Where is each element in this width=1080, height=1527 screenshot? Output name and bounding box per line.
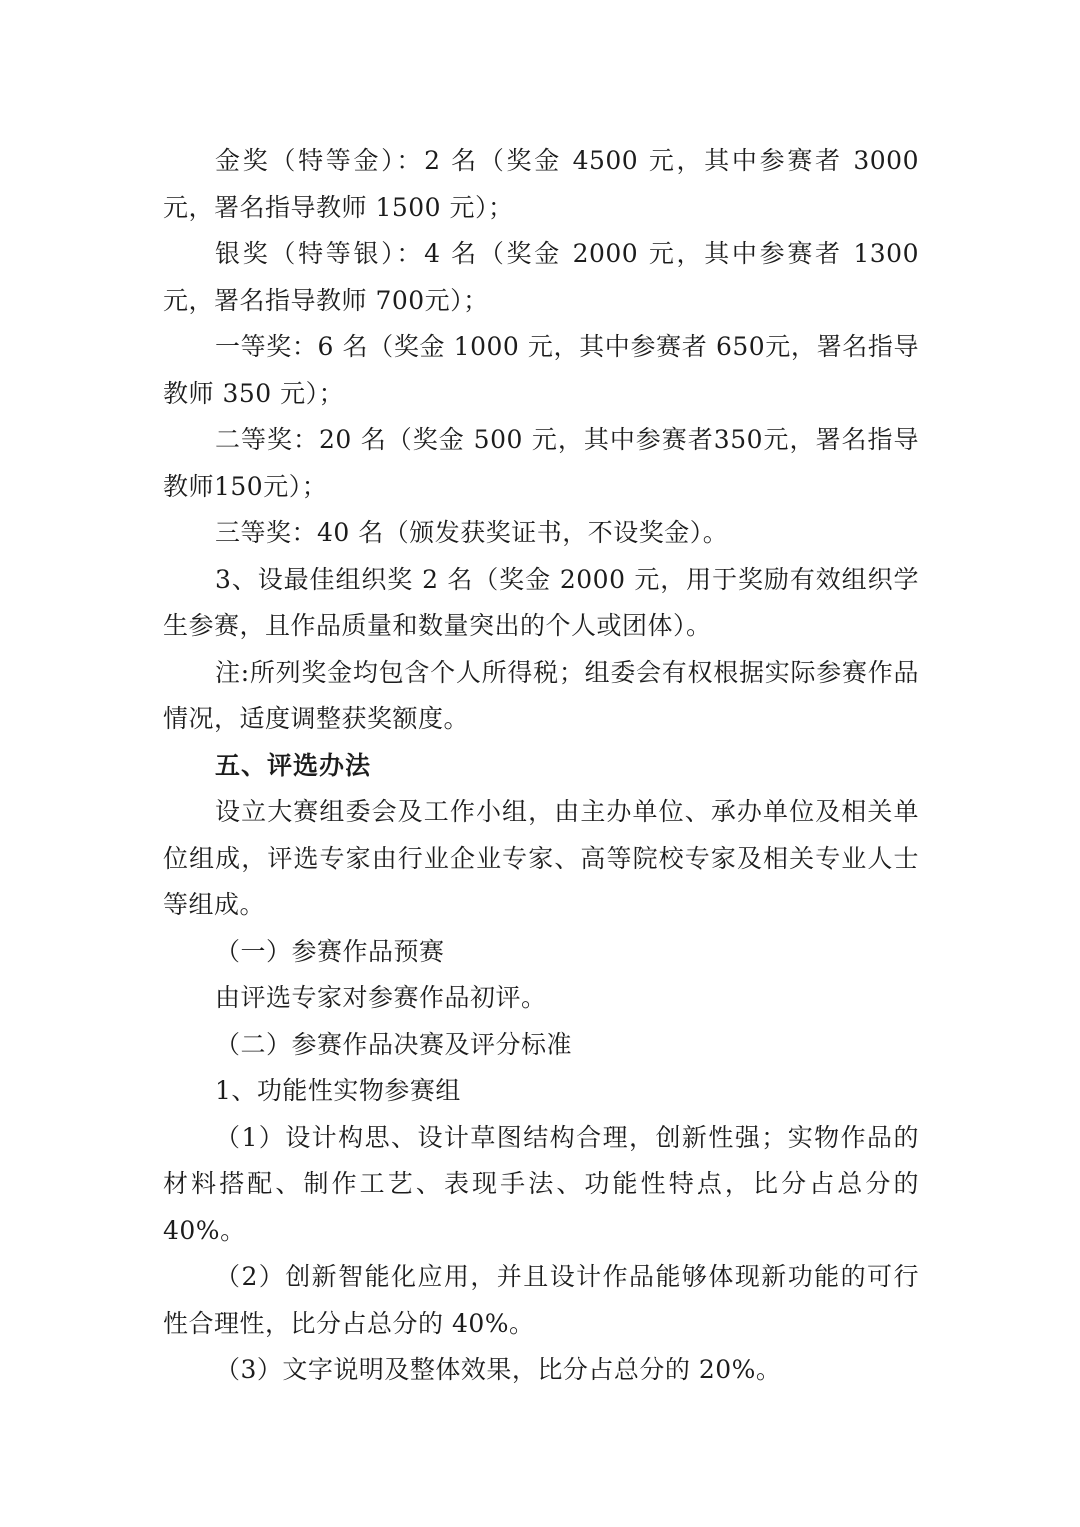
first-prize-paragraph: 一等奖：6 名（奖金 1000 元，其中参赛者 650元，署名指导教师 350 元）； [163, 332, 919, 408]
best-organization-paragraph: 3、设最佳组织奖 2 名（奖金 2000 元，用于奖励有效组织学生参赛，且作品质量和数量突出的个人或团体）。 [163, 564, 919, 640]
gold-award-paragraph: 金奖（特等金）：2 名（奖金 4500 元，其中参赛者 3000元，署名指导教师 1500 元）； [163, 146, 919, 222]
document-body [163, 138, 919, 1394]
preliminary-heading: （一）参赛作品预赛 [215, 936, 445, 966]
preliminary-body: 由评选专家对参赛作品初评。 [215, 983, 547, 1012]
criterion-3-paragraph: （3）文字说明及整体效果，比分占总分的 20%。 [215, 1355, 782, 1384]
second-prize-paragraph: 二等奖：20 名（奖金 500 元，其中参赛者350元，署名指导教师150元）； [163, 425, 919, 501]
committee-paragraph: 设立大赛组委会及工作小组，由主办单位、承办单位及相关单位组成，评选专家由行业企业专家、高等院校专家及相关专业人士等组成。 [163, 797, 919, 919]
criterion-1-paragraph: （1）设计构思、设计草图结构合理，创新性强；实物作品的材料搭配、制作工艺、表现手法、功能性特点，比分占总分的 40%。 [163, 1122, 919, 1245]
note-paragraph: 注:所列奖金均包含个人所得税；组委会有权根据实际参赛作品情况，适度调整获奖额度。 [163, 657, 919, 733]
final-heading: （二）参赛作品决赛及评分标准 [215, 1029, 573, 1059]
third-prize-paragraph: 三等奖：40 名（颁发获奖证书，不设奖金）。 [215, 518, 729, 547]
functional-group-heading: 1、功能性实物参赛组 [215, 1076, 461, 1105]
silver-award-paragraph: 银奖（特等银）：4 名（奖金 2000 元，其中参赛者 1300元，署名指导教师 700元）； [163, 239, 919, 315]
criterion-2-paragraph: （2）创新智能化应用，并且设计作品能够体现新功能的可行性合理性，比分占总分的 40%。 [163, 1262, 919, 1338]
section-five-heading: 五、评选办法 [215, 750, 372, 780]
